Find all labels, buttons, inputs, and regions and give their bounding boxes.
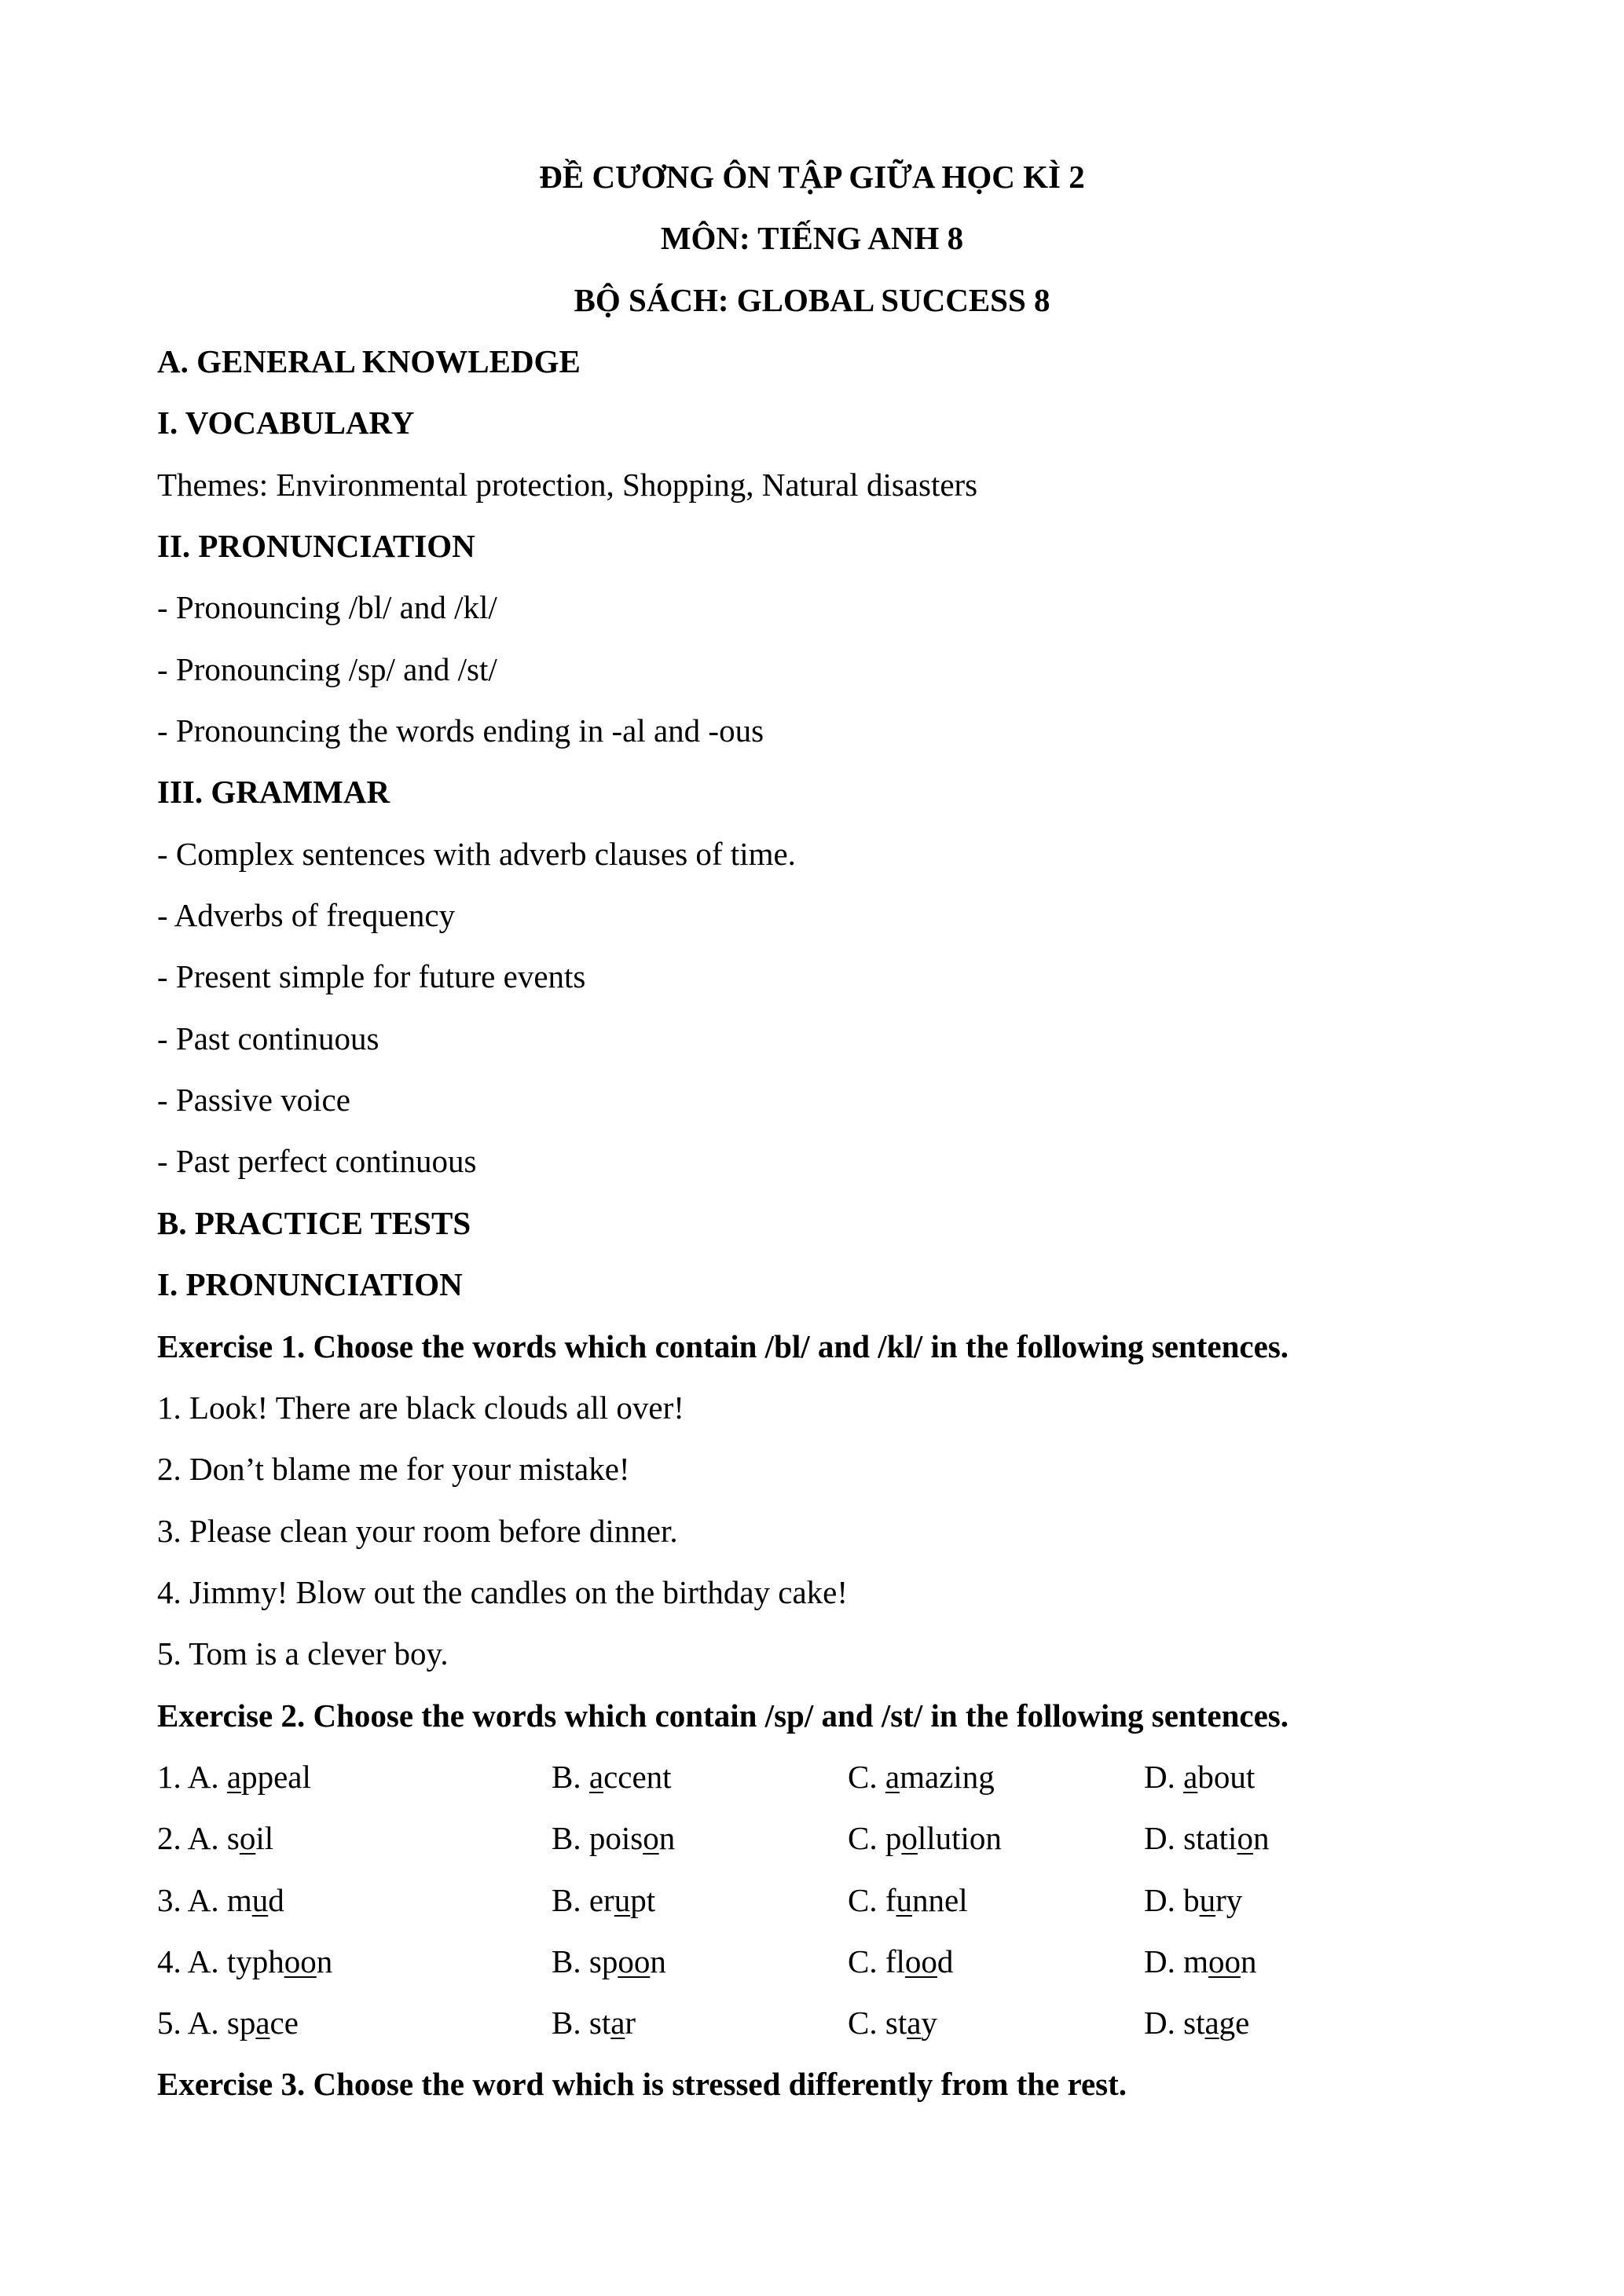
exercise-1-title: Exercise 1. Choose the words which contain /bl/ and /kl/ in the following sentences. (157, 1328, 1289, 1364)
question-number: 3. (157, 1881, 181, 1918)
underlined-sound: u (896, 1881, 913, 1918)
option-label: B. (552, 1943, 581, 1979)
exercise-1-item: 5. Tom is a clever boy. (157, 1635, 449, 1672)
answer-option (1144, 1992, 1249, 2053)
option-word-end: ppeal (241, 1759, 311, 1795)
underlined-sound: oo (1208, 1943, 1241, 1979)
option-word-end: il (255, 1820, 274, 1857)
vocabulary-heading: I. VOCABULARY (157, 405, 415, 441)
option-word-start: f (885, 1881, 896, 1918)
option-label: A. (187, 1759, 219, 1795)
option-label: D. (1144, 1881, 1175, 1918)
grammar-heading: III. GRAMMAR (157, 774, 390, 810)
option-label: C. (848, 1820, 878, 1857)
title-line-2: MÔN: TIẾNG ANH 8 (660, 220, 964, 256)
underlined-sound: a (610, 2005, 625, 2041)
exercise-1-item: 4. Jimmy! Blow out the candles on the birthday cake! (157, 1574, 849, 1610)
option-word-end: n (316, 1943, 333, 1979)
option-word-end: nnel (912, 1881, 968, 1918)
underlined-sound: a (588, 1759, 604, 1795)
option-word-start: s (226, 1820, 240, 1857)
underlined-sound: a (885, 1759, 900, 1795)
answer-option (848, 1746, 995, 1807)
option-label: A. (187, 1881, 219, 1918)
exercise-1-item: 3. Please clean your room before dinner. (157, 1513, 678, 1549)
question-number: 1. (157, 1759, 181, 1795)
pronunciation-item: - Pronouncing the words ending in -al and -ous (157, 712, 764, 749)
option-word-end: ry (1215, 1881, 1243, 1918)
option-label: D. (1144, 1820, 1175, 1857)
answer-option (157, 1807, 273, 1869)
option-word-end: d (268, 1881, 284, 1918)
option-word-end: ce (269, 2005, 299, 2041)
underlined-sound: o (1237, 1820, 1253, 1857)
exercise-2-question-row (157, 1869, 1493, 1931)
underlined-sound: o (239, 1820, 256, 1857)
answer-option (552, 1992, 636, 2053)
option-word-start: m (1183, 1943, 1209, 1979)
answer-option (157, 1931, 332, 1992)
option-label: D. (1144, 1943, 1175, 1979)
option-word-start: p (885, 1820, 902, 1857)
option-word-end: n (1241, 1943, 1257, 1979)
option-word-start: st (1183, 2005, 1205, 2041)
exercise-2-question-row (157, 1992, 1493, 2053)
option-word-start: st (588, 2005, 611, 2041)
option-word-start: sp (588, 1943, 618, 1979)
underlined-sound: a (1204, 2005, 1219, 2041)
option-word-start: er (588, 1881, 614, 1918)
option-label: D. (1144, 1759, 1175, 1795)
underlined-sound: o (643, 1820, 659, 1857)
option-label: D. (1144, 2005, 1175, 2041)
option-word-start: pois (588, 1820, 643, 1857)
answer-option (1144, 1807, 1269, 1869)
grammar-item: - Past continuous (157, 1020, 379, 1056)
underlined-sound: oo (904, 1943, 937, 1979)
option-word-end: r (625, 2005, 636, 2041)
underlined-sound: o (901, 1820, 918, 1857)
underlined-sound: u (1199, 1881, 1216, 1918)
exercise-2-question-row (157, 1807, 1493, 1869)
answer-option (157, 1992, 299, 2053)
exercise-1-item: 2. Don’t blame me for your mistake! (157, 1451, 630, 1487)
grammar-item: - Complex sentences with adverb clauses of time. (157, 836, 796, 872)
practice-pronunciation-heading: I. PRONUNCIATION (157, 1266, 463, 1302)
option-label: C. (848, 1881, 878, 1918)
option-label: C. (848, 1943, 878, 1979)
exercise-2-title: Exercise 2. Choose the words which contain /sp/ and /st/ in the following sentences. (157, 1697, 1289, 1734)
option-word-end: n (658, 1820, 676, 1857)
pronunciation-item: - Pronouncing /bl/ and /kl/ (157, 589, 497, 625)
answer-option (157, 1746, 311, 1807)
question-number: 4. (157, 1943, 181, 1979)
option-word-start: typh (226, 1943, 284, 1979)
answer-option (1144, 1931, 1257, 1992)
title-line-1: ĐỀ CƯƠNG ÔN TẬP GIỮA HỌC KÌ 2 (539, 159, 1085, 195)
option-word-end: ge (1219, 2005, 1250, 2041)
option-word-start: sp (226, 2005, 256, 2041)
section-a-heading: A. GENERAL KNOWLEDGE (157, 343, 581, 379)
answer-option (848, 1807, 1002, 1869)
answer-option (1144, 1869, 1242, 1931)
underlined-sound: a (907, 2005, 922, 2041)
vocabulary-themes: Themes: Environmental protection, Shopping, Natural disasters (157, 467, 978, 503)
option-label: A. (187, 2005, 219, 2041)
answer-option (552, 1931, 666, 1992)
option-word-start: b (1183, 1881, 1200, 1918)
answer-option (848, 1992, 937, 2053)
section-b-heading: B. PRACTICE TESTS (157, 1205, 471, 1241)
answer-option (552, 1807, 675, 1869)
option-word-start: fl (885, 1943, 905, 1979)
grammar-item: - Present simple for future events (157, 958, 586, 994)
underlined-sound: a (255, 2005, 270, 2041)
underlined-sound: a (1183, 1759, 1198, 1795)
exercise-2-question-row (157, 1746, 1493, 1807)
underlined-sound: u (614, 1881, 631, 1918)
exercise-1-item: 1. Look! There are black clouds all over! (157, 1390, 684, 1426)
answer-option (157, 1869, 284, 1931)
option-label: C. (848, 2005, 878, 2041)
option-word-end: mazing (900, 1759, 995, 1795)
option-word-end: pt (630, 1881, 656, 1918)
answer-option (848, 1869, 968, 1931)
option-word-end: bout (1197, 1759, 1256, 1795)
answer-option (1144, 1746, 1255, 1807)
grammar-item: - Adverbs of frequency (157, 897, 456, 933)
grammar-item: - Past perfect continuous (157, 1143, 477, 1179)
question-number: 5. (157, 2005, 181, 2041)
option-word-start: st (885, 2005, 907, 2041)
exercise-3-title: Exercise 3. Choose the word which is stressed differently from the rest. (157, 2066, 1127, 2102)
option-word-start: stati (1183, 1820, 1237, 1857)
option-label: B. (552, 1820, 581, 1857)
option-label: A. (187, 1820, 219, 1857)
option-label: C. (848, 1759, 878, 1795)
option-label: B. (552, 1759, 581, 1795)
option-word-end: ccent (603, 1759, 672, 1795)
option-word-end: llution (917, 1820, 1002, 1857)
option-word-end: d (937, 1943, 954, 1979)
underlined-sound: oo (284, 1943, 317, 1979)
answer-option (552, 1869, 655, 1931)
grammar-item: - Passive voice (157, 1082, 350, 1118)
title-line-3: BỘ SÁCH: GLOBAL SUCCESS 8 (574, 282, 1050, 318)
pronunciation-item: - Pronouncing /sp/ and /st/ (157, 651, 497, 687)
option-label: B. (552, 2005, 581, 2041)
underlined-sound: u (251, 1881, 269, 1918)
option-word-start: m (226, 1881, 252, 1918)
option-label: B. (552, 1881, 581, 1918)
option-word-end: n (1252, 1820, 1270, 1857)
pronunciation-heading: II. PRONUNCIATION (157, 528, 475, 564)
answer-option (848, 1931, 953, 1992)
option-word-end: y (921, 2005, 937, 2041)
underlined-sound: oo (618, 1943, 651, 1979)
question-number: 2. (157, 1820, 181, 1857)
option-word-end: n (650, 1943, 666, 1979)
underlined-sound: a (226, 1759, 242, 1795)
option-label: A. (187, 1943, 219, 1979)
answer-option (552, 1746, 672, 1807)
exercise-2-question-row (157, 1931, 1493, 1992)
